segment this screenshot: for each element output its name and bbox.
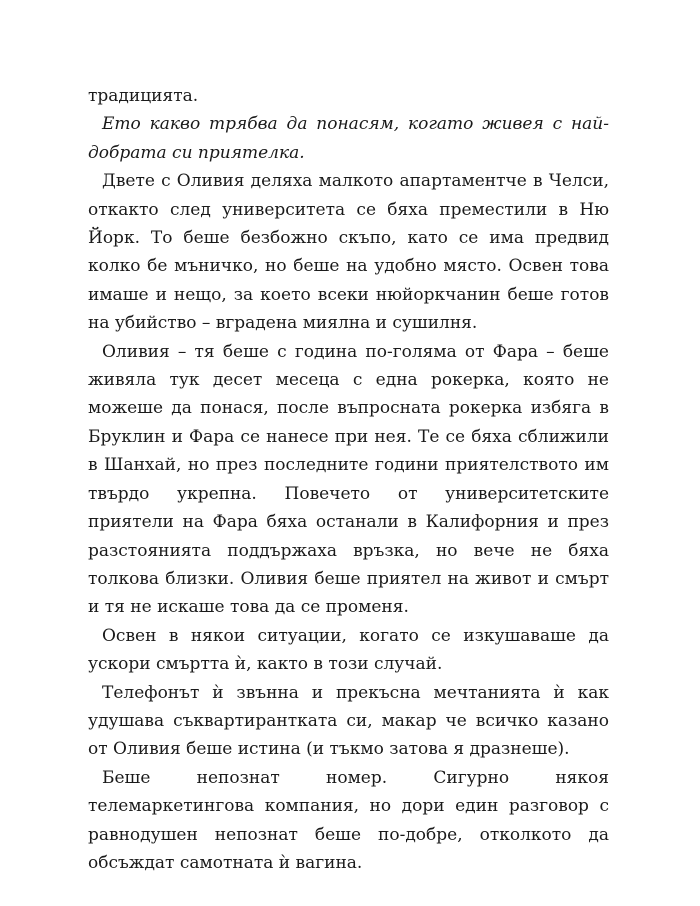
paragraph-continuation: традицията. — [88, 86, 199, 106]
paragraph: Оливия – тя беше с година по-голяма от Фара – беше живяла тук десет месеца с една рокерка, която не можеше да понася, после въпросната рокерка избяга в Бруклин и Фара се нанесе при нея. Те се бяха сближили в Шанхай, но през последните години приятелството им твърдо укрепна. Повечето от университетските приятели на Фара бяха останали в Калифорния и през разстоянията поддържаха връзка, но вече не бяха толкова близки. Оливия беше приятел на живот и смърт и тя не искаше това да се променя. — [88, 341, 609, 618]
paragraph: Телефонът ѝ звънна и прекъсна мечтанията ѝ как удушава съквартирантката си, макар че всичко казано от Оливия беше истина (и тъкмо затова я дразнеше). — [88, 682, 609, 760]
page-text — [88, 82, 609, 877]
paragraph: Беше непознат номер. Сигурно някоя телемаркетингова компания, но дори един разговор с равнодушен непознат беше по-добре, отколкото да обсъждат самотната ѝ вагина. — [88, 767, 609, 873]
paragraph-italic-thought: Ето какво трябва да понасям, когато живея с най-добрата си приятелка. — [88, 114, 609, 163]
paragraph: Двете с Оливия деляха малкото апартаментче в Челси, откакто след университета се бяха преместили в Ню Йорк. То беше безбожно скъпо, като се има предвид колко бе мъничко, но беше на удобно място. Освен това имаше и нещо, за което всеки нюйоркчанин беше готов на убийство – вградена миялна и сушилня. — [88, 171, 609, 334]
paragraph: Освен в някои ситуации, когато се изкушаваше да ускори смъртта ѝ, както в този случай. — [88, 625, 609, 675]
